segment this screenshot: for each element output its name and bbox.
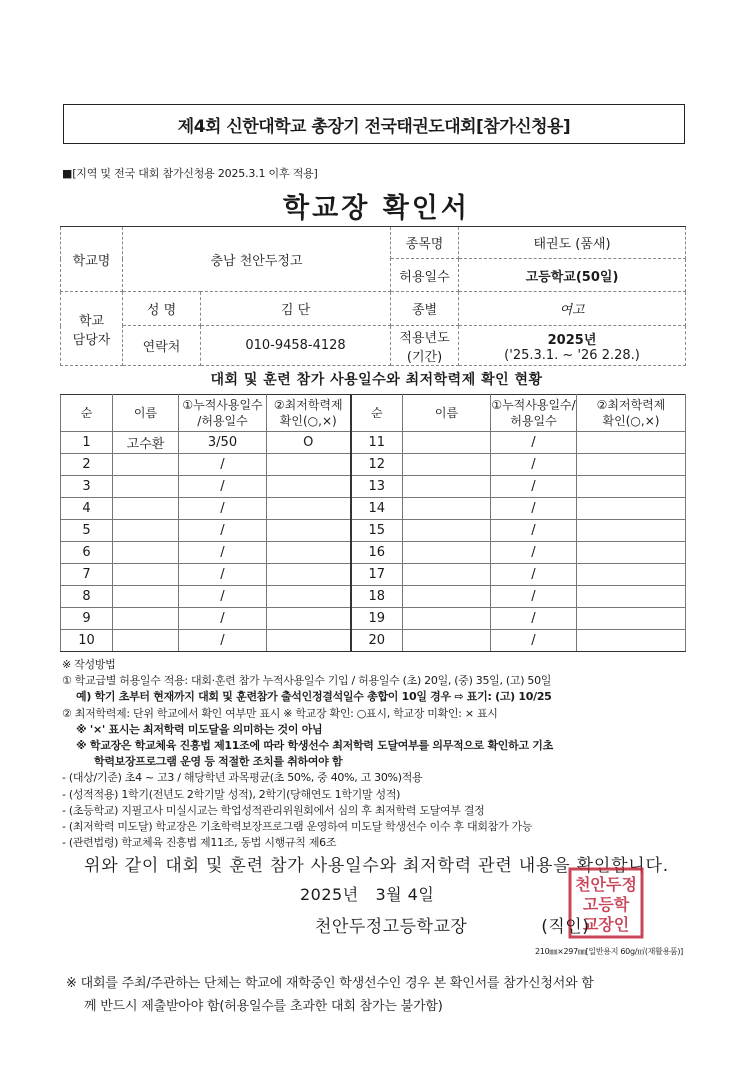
row-days: / [491, 432, 577, 454]
row-check [577, 630, 686, 652]
manager-label-line1: 학교 [78, 313, 105, 329]
row-num: 20 [351, 630, 403, 652]
check-header-line1: ②최저학력제 [273, 398, 343, 412]
year-cell [459, 326, 686, 366]
row-days: / [179, 454, 267, 476]
notes-heading: ※ 작성방법 [62, 658, 116, 671]
event-title: 제4회 신한대학교 총장기 전국태권도대회[참가신청용] [63, 104, 685, 144]
row-days: / [491, 498, 577, 520]
row-name: 고수환 [113, 432, 179, 454]
seal-label: (직인) [541, 917, 590, 937]
row-check [577, 608, 686, 630]
table-row [61, 520, 686, 542]
contact-value: 010-9458-4128 [201, 326, 391, 366]
row-num: 4 [61, 498, 113, 520]
row-num: 2 [61, 454, 113, 476]
row-days: / [491, 630, 577, 652]
note-line: ※ '×' 표시는 최저학력 미도달을 의미하는 것이 아님 [76, 722, 323, 736]
allowed-days-label: 허용일수 [391, 259, 459, 292]
table-row [61, 476, 686, 498]
contact-label: 연락처 [123, 326, 201, 366]
days-header-line1: ①누적사용일수 [182, 398, 263, 412]
row-name [113, 520, 179, 542]
row-num: 18 [351, 586, 403, 608]
row-num: 12 [351, 454, 403, 476]
row-check [267, 564, 351, 586]
period-value: ('25.3.1. ~ '26 2.28.) [504, 347, 640, 363]
sport-label: 종목명 [391, 227, 459, 259]
row-days: / [179, 476, 267, 498]
row-days: / [491, 564, 577, 586]
days-header [179, 395, 267, 432]
row-name [403, 564, 491, 586]
gender-value: 여고 [459, 292, 686, 326]
year-label [391, 326, 459, 366]
row-name [403, 608, 491, 630]
table-row [61, 454, 686, 476]
gender-label: 종별 [391, 292, 459, 326]
row-num: 3 [61, 476, 113, 498]
row-name [113, 608, 179, 630]
name-value: 김 단 [201, 292, 391, 326]
note-line: - (대상/기준) 초4 ~ 고3 / 해당학년 과목평균(초 50%, 중 40%, 고 30%)적용 [62, 771, 423, 785]
row-days: / [179, 498, 267, 520]
row-name [113, 498, 179, 520]
table-row [61, 608, 686, 630]
year-label-line1: 적용년도 [399, 330, 450, 346]
principal-signature [315, 912, 589, 937]
document-title: 학교장 확인서 [283, 193, 470, 224]
row-name [113, 454, 179, 476]
roster-table [60, 394, 686, 652]
note-line: ② 최저학력제: 단위 학교에서 확인 여부만 표시 ※ 학교장 확인: ○표시, 학교장 미확인: × 표시 [62, 706, 498, 720]
date-year: 2025년 [300, 885, 359, 904]
row-num: 9 [61, 608, 113, 630]
row-check [577, 542, 686, 564]
table-row [61, 564, 686, 586]
row-num: 5 [61, 520, 113, 542]
row-check: O [267, 432, 351, 454]
row-days: / [179, 564, 267, 586]
row-num: 14 [351, 498, 403, 520]
check-header-right-line1: ②최저학력제 [596, 398, 666, 412]
days-header-right-line2: 허용일수 [510, 414, 557, 428]
table-row [61, 432, 686, 454]
row-check [267, 498, 351, 520]
date-month-day: 3월 4일 [375, 885, 435, 904]
year-label-line2: (기간) [406, 349, 443, 365]
row-days: 3/50 [179, 432, 267, 454]
row-days: / [179, 542, 267, 564]
row-num: 6 [61, 542, 113, 564]
seal-text-line: 고등학 [582, 895, 630, 914]
row-check [577, 432, 686, 454]
row-check [267, 454, 351, 476]
note-line: 예) 학기 초부터 현재까지 대회 및 훈련참가 출석인정결석일수 총합이 10일 경우 ⇨ 표기: (고) 10/25 [76, 690, 552, 704]
row-name [113, 564, 179, 586]
year-value: 2025년 [547, 332, 597, 348]
note-line: - (성적적용) 1학기(전년도 2학기말 성적), 2학기(당해연도 1학기말 성적) [62, 787, 401, 801]
row-check [267, 476, 351, 498]
row-check [267, 542, 351, 564]
row-check [267, 630, 351, 652]
row-check [577, 476, 686, 498]
school-info-table [60, 226, 686, 366]
check-header [267, 395, 351, 432]
check-header-right [577, 395, 686, 432]
row-check [267, 520, 351, 542]
footer-line: ※ 대회를 주최/주관하는 단체는 학교에 재학중인 학생선수인 경우 본 확인서를 참가신청서와 함 [66, 976, 594, 991]
row-name [403, 454, 491, 476]
confirmation-statement: 위와 같이 대회 및 훈련 참가 사용일수와 최저학력 관련 내용을 확인합니다. [84, 856, 669, 876]
num-header: 순 [61, 395, 113, 432]
sport-value: 태권도 (품새) [459, 227, 686, 259]
note-line: 학력보장프로그램 운영 등 적절한 조치를 취하여야 함 [94, 755, 343, 769]
note-line: ① 학교급별 허용일수 적용: 대회·훈련 참가 누적사용일수 기입 / 허용일수 (초) 20일, (중) 35일, (고) 50일 [62, 674, 552, 688]
row-days: / [179, 630, 267, 652]
allowed-days-value: 고등학교(50일) [459, 259, 686, 292]
row-name [113, 630, 179, 652]
note-line: ※ 학교장은 학교체육 진흥법 제11조에 따라 학생선수 최저학력 도달여부를 의무적으로 확인하고 기초 [76, 739, 553, 753]
manager-label [61, 292, 123, 366]
application-notice: ■[지역 및 전국 대회 참가신청용 2025.3.1 이후 적용] [62, 167, 318, 180]
name-header: 이름 [113, 395, 179, 432]
row-name [403, 630, 491, 652]
table-row [61, 542, 686, 564]
check-header-line2: 확인(○,×) [279, 414, 337, 428]
row-check [267, 586, 351, 608]
row-check [577, 564, 686, 586]
name-header-right: 이름 [403, 395, 491, 432]
row-num: 8 [61, 586, 113, 608]
row-num: 15 [351, 520, 403, 542]
row-name [403, 498, 491, 520]
row-name [403, 432, 491, 454]
row-days: / [491, 454, 577, 476]
seal-text-line: 천안두정 [575, 875, 637, 894]
days-header-right [491, 395, 577, 432]
row-days: / [491, 608, 577, 630]
row-num: 19 [351, 608, 403, 630]
note-line: - (관련법령) 학교체육 진흥법 제11조, 동법 시행규칙 제6조 [62, 836, 337, 850]
row-num: 1 [61, 432, 113, 454]
row-name [403, 520, 491, 542]
seal-text-line: 교장인 [582, 915, 630, 934]
row-check [267, 608, 351, 630]
row-days: / [179, 608, 267, 630]
row-name [403, 542, 491, 564]
row-days: / [179, 586, 267, 608]
signing-date [300, 882, 434, 905]
days-header-line2: /허용일수 [197, 414, 248, 428]
section-title: 대회 및 훈련 참가 사용일수와 최저학력제 확인 현황 [210, 372, 543, 388]
table-row [61, 498, 686, 520]
manager-label-line2: 담당자 [72, 332, 111, 348]
row-num: 17 [351, 564, 403, 586]
row-num: 13 [351, 476, 403, 498]
name-label: 성 명 [123, 292, 201, 326]
school-label: 학교명 [61, 227, 123, 292]
row-check [577, 586, 686, 608]
principal-name: 천안두정고등학교장 [315, 917, 468, 937]
row-name [113, 476, 179, 498]
row-num: 16 [351, 542, 403, 564]
row-check [577, 454, 686, 476]
footer-line: 께 반드시 제출받아야 함(허용일수를 초과한 대회 참가는 불가함) [84, 999, 443, 1014]
table-row [61, 586, 686, 608]
roster-header [61, 395, 686, 432]
footer-notice [66, 972, 686, 1018]
row-days: / [491, 476, 577, 498]
row-name [113, 542, 179, 564]
note-line: - (최저학력 미도달) 학교장은 기초학력보장프로그램 운영하여 미도달 학생선수 이수 후 대회참가 가능 [62, 820, 533, 834]
check-header-right-line2: 확인(○,×) [602, 414, 660, 428]
num-header-right: 순 [351, 395, 403, 432]
row-days: / [179, 520, 267, 542]
row-days: / [491, 586, 577, 608]
row-days: / [491, 542, 577, 564]
row-days: / [491, 520, 577, 542]
row-name [403, 586, 491, 608]
row-name [113, 586, 179, 608]
row-name [403, 476, 491, 498]
row-check [577, 498, 686, 520]
days-header-right-line1: ①누적사용일수/ [491, 398, 576, 412]
writing-instructions [62, 657, 702, 851]
row-num: 10 [61, 630, 113, 652]
row-num: 11 [351, 432, 403, 454]
row-check [577, 520, 686, 542]
row-num: 7 [61, 564, 113, 586]
school-value: 충남 천안두정고 [123, 227, 391, 292]
table-row [61, 630, 686, 652]
note-line: - (초등학교) 지필고사 미실시교는 학업성적관리위원회에서 심의 후 최저학력 도달여부 결정 [62, 803, 485, 817]
paper-spec: 210㎜×297㎜[일반용지 60g/㎡(재활용품)] [535, 947, 683, 956]
